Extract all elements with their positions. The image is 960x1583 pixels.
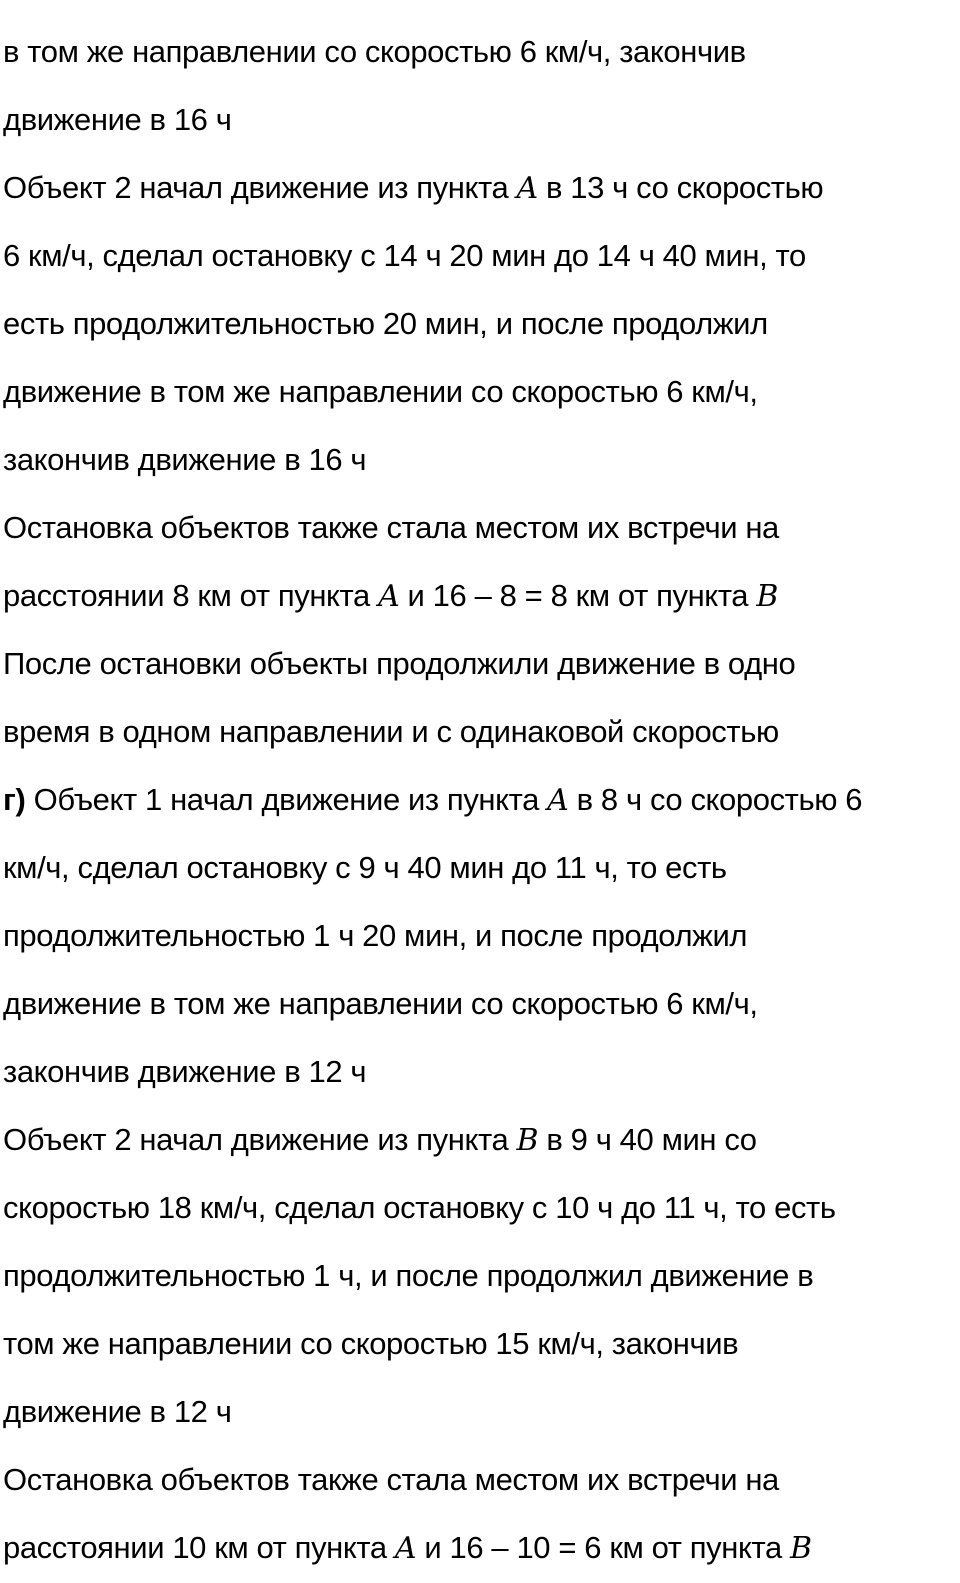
- text-line: [3, 86, 960, 154]
- text-segment: Остановка объектов также стала местом их встречи на: [3, 510, 779, 545]
- text-line: [3, 1446, 960, 1514]
- text-segment: движение в 12 ч: [3, 1394, 232, 1429]
- text-line: [3, 698, 960, 766]
- text-segment: км/ч, сделал остановку с 9 ч 40 мин до 11 ч, то есть: [3, 850, 727, 885]
- text-segment: После остановки объекты продолжили движение в одно: [3, 646, 796, 681]
- text-segment: том же направлении со скоростью 15 км/ч, закончив: [3, 1326, 739, 1361]
- text-segment: расстоянии 10 км от пункта: [3, 1530, 395, 1565]
- text-line: [3, 426, 960, 494]
- point-variable: B: [756, 579, 778, 614]
- text-segment: и 16 – 8 = 8 км от пункта: [399, 578, 757, 613]
- text-segment: 6 км/ч, сделал остановку с 14 ч 20 мин до 14 ч 40 мин, то: [3, 238, 806, 273]
- text-line: [3, 290, 960, 358]
- text-segment: есть продолжительностью 20 мин, и после продолжил: [3, 306, 768, 341]
- text-segment: Остановка объектов также стала местом их встречи на: [3, 1462, 779, 1497]
- text-line: [3, 630, 960, 698]
- text-segment: Объект 2 начал движение из пункта: [3, 170, 517, 205]
- text-segment: в том же направлении со скоростью 6 км/ч, закончив: [3, 34, 746, 69]
- text-line: [3, 1514, 960, 1582]
- text-line: [3, 222, 960, 290]
- text-line: [3, 1242, 960, 1310]
- text-segment: движение в том же направлении со скоростью 6 км/ч,: [3, 986, 758, 1021]
- text-segment: Объект 2 начал движение из пункта: [3, 1122, 517, 1157]
- text-segment: в 8 ч со скоростью 6: [568, 782, 863, 817]
- text-segment: движение в том же направлении со скоростью 6 км/ч,: [3, 374, 758, 409]
- text-segment: в 13 ч со скоростью: [537, 170, 824, 205]
- text-line: [3, 1174, 960, 1242]
- text-segment: Объект 1 начал движение из пункта: [25, 782, 548, 817]
- point-variable: A: [394, 1531, 417, 1566]
- text-segment: расстоянии 8 км от пункта: [3, 578, 379, 613]
- text-segment: закончив движение в 12 ч: [3, 1054, 367, 1089]
- point-variable: B: [790, 1531, 812, 1566]
- point-variable: A: [547, 783, 569, 818]
- text-segment: скоростью 18 км/ч, сделал остановку с 10 ч до 11 ч, то есть: [3, 1190, 836, 1225]
- text-line: [3, 766, 960, 834]
- text-line: [3, 970, 960, 1038]
- text-line: [3, 834, 960, 902]
- text-segment: и 16 – 10 = 6 км от пункта: [416, 1530, 791, 1565]
- text-line: [3, 1378, 960, 1446]
- point-variable: A: [378, 579, 400, 614]
- text-line: [3, 18, 960, 86]
- text-line: [3, 562, 960, 630]
- text-segment: продолжительностью 1 ч, и после продолжил движение в: [3, 1258, 814, 1293]
- text-line: [3, 1310, 960, 1378]
- text-line: [3, 494, 960, 562]
- item-label: г): [3, 782, 26, 817]
- text-segment: в 9 ч 40 мин со: [538, 1122, 757, 1157]
- point-variable: B: [516, 1123, 539, 1158]
- text-line: [3, 1106, 960, 1174]
- point-variable: A: [516, 171, 538, 206]
- text-line: [3, 154, 960, 222]
- text-line: [3, 1038, 960, 1106]
- text-segment: движение в 16 ч: [3, 102, 232, 137]
- text-segment: закончив движение в 16 ч: [3, 442, 367, 477]
- text-line: [3, 358, 960, 426]
- text-segment: время в одном направлении и с одинаковой скоростью: [3, 714, 779, 749]
- text-segment: продолжительностью 1 ч 20 мин, и после продолжил: [3, 918, 748, 953]
- text-line: [3, 902, 960, 970]
